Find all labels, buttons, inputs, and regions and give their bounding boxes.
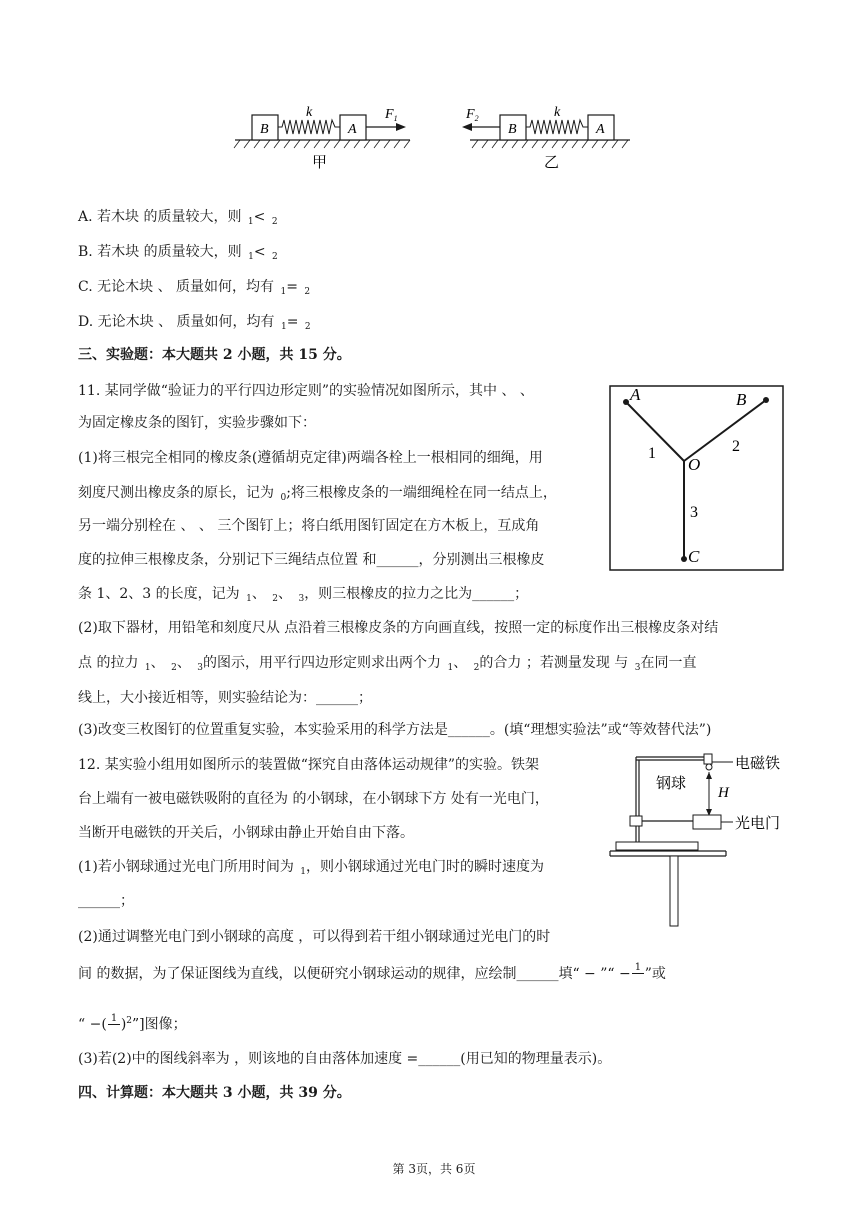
subscript: 1	[144, 663, 151, 673]
subscript: 3	[634, 663, 641, 673]
subscript: 2	[304, 287, 311, 297]
q11-line-3: (1)将三根完全相同的橡皮条(遵循胡克定律)两端各栓上一根相同的细绳，用	[78, 450, 543, 466]
fraction	[631, 962, 645, 983]
spring-label: k	[306, 105, 313, 120]
relation: <	[253, 244, 271, 260]
pin-c	[681, 556, 687, 562]
text: 刻度尺测出橡皮条的原长，记为	[78, 485, 279, 501]
label-a: A	[630, 385, 641, 404]
photogate	[693, 815, 721, 829]
q12-line-8	[78, 1012, 187, 1034]
q12-line-7	[78, 962, 666, 983]
fraction-bar	[632, 973, 644, 974]
block-b-label: B	[260, 122, 269, 137]
spring-blocks-figure	[230, 100, 650, 175]
electromagnet	[704, 754, 712, 764]
subscript: 2	[473, 663, 480, 673]
option-b	[78, 243, 278, 266]
q12-line-3: 当断开电磁铁的开关后，小钢球由静止开始自由下落。	[78, 825, 414, 841]
text: ”或	[644, 966, 666, 982]
relation: =	[286, 314, 303, 330]
spring	[278, 120, 340, 134]
q12-line-2: 台上端有一被电磁铁吸附的直径为 的小钢球，在小钢球下方 处有一光电门，	[78, 791, 549, 807]
q11-line-7	[78, 585, 528, 608]
label-b: B	[736, 390, 747, 409]
subscript: 1	[447, 663, 454, 673]
force-label: $F_2$	[466, 107, 479, 123]
text: ;将三根橡皮条的一端细绳栓在同一结点上，	[286, 485, 557, 501]
text: 、	[150, 655, 170, 671]
force-label: $F_1$	[385, 107, 398, 123]
fraction-bar	[108, 1024, 120, 1025]
force-arrow-head	[396, 123, 406, 131]
relation: =	[286, 279, 303, 295]
rubber-band-figure	[608, 384, 786, 574]
block-a-label: A	[348, 122, 357, 137]
text: 的合力 ；若测量发现 与	[479, 655, 633, 671]
label-1: 1	[648, 445, 656, 462]
text: )	[120, 1016, 127, 1033]
q12-line-4	[78, 858, 544, 881]
subscript: 2	[304, 322, 311, 332]
q12-line-1: 12. 某实验小组用如图所示的装置做“探究自由落体运动规律”的实验。铁架	[78, 757, 540, 773]
q12-line-5: ______；	[78, 893, 134, 909]
q12-line-9: (3)若(2)中的图线斜率为 ，则该地的自由落体加速度 =______(用已知的物理量表示)。	[78, 1051, 612, 1067]
caption-jia: 甲	[312, 155, 328, 171]
label-electromagnet: 电磁铁	[735, 756, 781, 772]
superscript: 2	[126, 1016, 133, 1026]
force-arrow-head	[462, 123, 472, 131]
block-a-label: A	[596, 122, 605, 137]
figure-yi	[462, 105, 630, 171]
subscript: 0	[280, 493, 287, 503]
text: 条 1、2、3 的长度，记为	[78, 586, 245, 602]
label-3: 3	[690, 504, 698, 521]
text: “ −(	[78, 1016, 107, 1033]
subscript: 1	[280, 322, 287, 332]
subscript: 3	[197, 663, 204, 673]
page-footer: 第 3页，共 6页	[392, 1162, 476, 1176]
board-frame	[610, 386, 783, 570]
subscript: 2	[272, 252, 278, 262]
option-text: C. 无论木块 、 质量如何，均有	[78, 279, 279, 295]
option-c	[78, 278, 310, 301]
q11-line-6: 度的拉伸三根橡皮条，分别记下三绳结点位置 和______，分别测出三根橡皮	[78, 552, 545, 568]
label-ball: 钢球	[656, 776, 687, 792]
q11-line-2: 为固定橡皮条的图钉，实验步骤如下：	[78, 415, 316, 431]
subscript: 1	[300, 867, 307, 877]
q11-line-11: (3)改变三枚图钉的位置重复实验，本实验采用的科学方法是______。(填“理想实验法”或“等效替代法”)	[78, 722, 712, 738]
text: 、	[176, 655, 196, 671]
q11-line-10: 线上，大小接近相等，则实验结论为：______；	[78, 690, 372, 706]
text: 的图示，用平行四边形定则求出两个力	[203, 655, 446, 671]
steel-ball	[706, 764, 712, 770]
section-4-heading: 四、计算题：本大题共 3 小题，共 39 分。	[78, 1085, 351, 1101]
q11-line-9	[78, 654, 696, 677]
section-3-heading: 三、实验题：本大题共 2 小题，共 15 分。	[78, 347, 351, 363]
subscript: 1	[280, 287, 287, 297]
subscript: 3	[298, 594, 305, 604]
label-c: C	[688, 547, 700, 566]
label-photogate: 光电门	[735, 816, 781, 832]
text: 间 的数据，为了保证图线为直线，以便研究小钢球运动的规律，应绘制______填“ − ”“ −	[78, 966, 631, 982]
text: ，则三根橡皮的拉力之比为______；	[304, 586, 529, 602]
figure-jia	[234, 105, 410, 171]
q11-line-5: 另一端分别栓在 、 、 三个图钉上；将白纸用图钉固定在方木板上，互成角	[78, 518, 540, 534]
subscript: 2	[171, 663, 177, 673]
fraction-numerator: 1	[634, 962, 642, 973]
subscript: 1	[246, 594, 252, 604]
fraction	[107, 1012, 121, 1034]
option-text: A. 若木块 的质量较大，则	[78, 209, 246, 225]
free-fall-apparatus-figure	[608, 752, 823, 930]
spring	[526, 120, 588, 134]
text: 、	[251, 586, 271, 602]
text: 在同一直	[640, 655, 697, 671]
q11-line-1: 11. 某同学做“验证力的平行四边形定则”的实验情况如图所示，其中 、 、	[78, 383, 534, 399]
label-2: 2	[732, 438, 740, 455]
text: (1)若小钢球通过光电门所用时间为	[78, 859, 299, 875]
block-b-label: B	[508, 122, 517, 137]
text: 、	[453, 655, 472, 671]
subscript: 2	[271, 217, 278, 227]
option-text: B. 若木块 的质量较大，则	[78, 244, 247, 260]
text: ”]图像；	[132, 1016, 187, 1033]
text: 点 的拉力	[78, 655, 143, 671]
option-a	[78, 208, 278, 231]
text: 、	[278, 586, 297, 602]
label-o: O	[688, 455, 701, 474]
subscript: 1	[248, 252, 254, 262]
pin-a	[623, 399, 629, 405]
option-d	[78, 313, 311, 336]
pin-b	[763, 397, 769, 403]
q11-line-4	[78, 484, 557, 507]
q12-line-6: (2)通过调整光电门到小钢球的高度 ，可以得到若干组小钢球通过光电门的时	[78, 929, 551, 945]
fraction-numerator: 1	[110, 1012, 118, 1024]
text: ，则小钢球通过光电门时的瞬时速度为	[306, 859, 545, 875]
q11-line-8: (2)取下器材，用铅笔和刻度尺从 点沿着三根橡皮条的方向画直线，按照一定的标度作出三根橡皮条对结	[78, 620, 719, 636]
label-h: H	[718, 785, 729, 801]
subscript: 1	[247, 217, 254, 227]
subscript: 2	[272, 594, 278, 604]
relation: <	[253, 209, 270, 225]
spring-label: k	[554, 105, 561, 120]
caption-yi: 乙	[544, 155, 560, 171]
option-text: D. 无论木块 、 质量如何，均有	[78, 314, 279, 330]
